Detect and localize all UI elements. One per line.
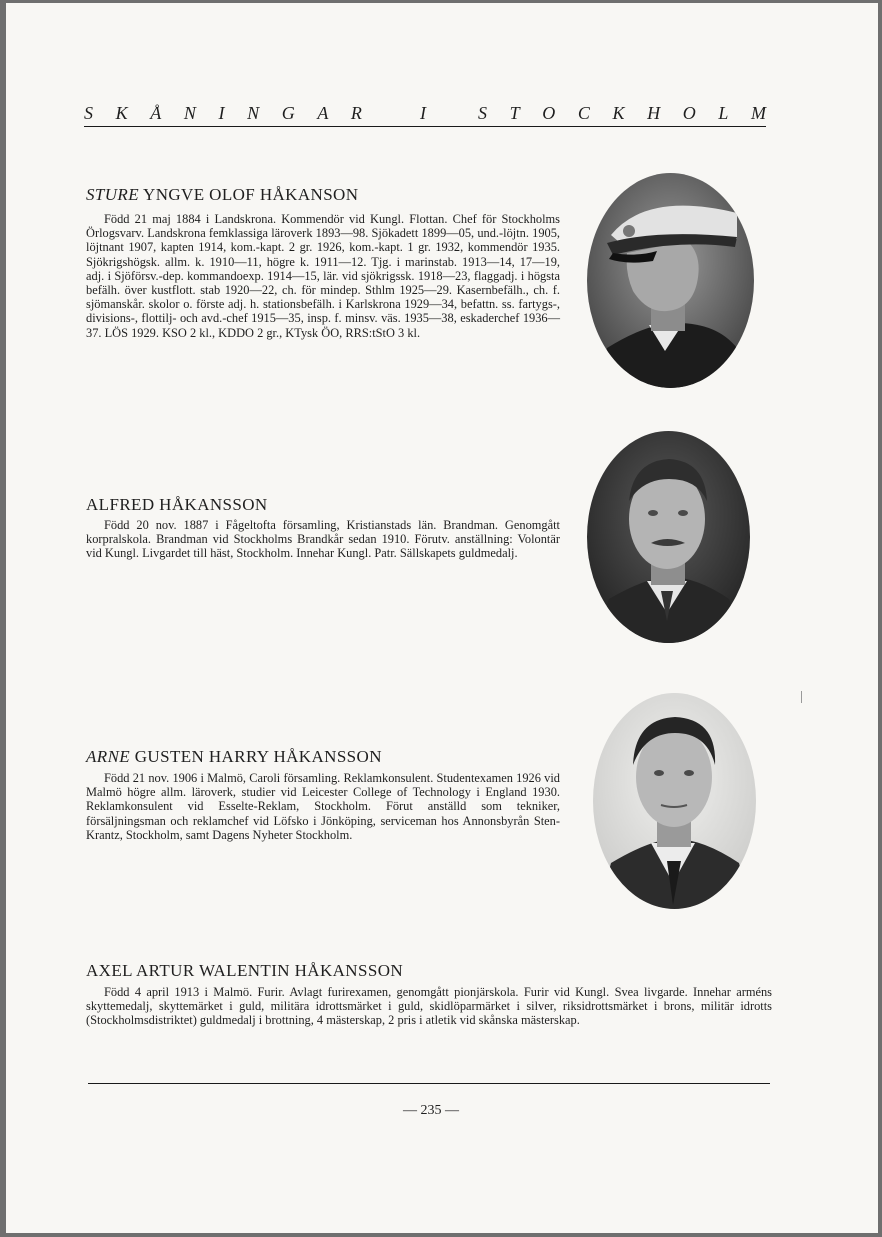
book-page <box>6 3 878 1233</box>
entry-name-2-rest: ALFRED HÅKANSSON <box>86 495 268 514</box>
edge-mark <box>801 691 802 703</box>
running-head-letter: S <box>478 103 487 123</box>
page-number: — 235 — <box>403 1103 459 1118</box>
entry-name-1-rest: YNGVE OLOF HÅKANSON <box>143 185 359 204</box>
running-head <box>84 102 766 127</box>
running-head-word-2 <box>418 102 428 124</box>
portrait-1-photo <box>587 173 754 388</box>
running-head-letter: R <box>350 103 362 123</box>
running-head-word-1 <box>84 102 362 124</box>
entry-bio-3: Född 21 nov. 1906 i Malmö, Caroli församling. Reklamkonsulent. Studentexamen 1926 vid Malmö högre allm. läroverk, studier vid Leicester College of Technology i England 1930. Reklamkonsulent vid Esselte-Reklam, Stockholm. Förut anställd som tekniker, försäljningsman och reklamchef vid Löfsko i Jönköping, serviceman hos Annonsbyrån Sten-Krantz, Stockholm, samt Dagens Nyheter Stockholm. <box>86 771 560 842</box>
running-head-letter: A <box>317 103 329 123</box>
entry-name-2 <box>86 495 268 515</box>
running-head-letter: K <box>612 103 625 123</box>
running-head-word-3 <box>478 102 766 124</box>
entry-bio-1: Född 21 maj 1884 i Landskrona. Kommendör vid Kungl. Flottan. Chef för Stockholms Örlogsvarv. Landskrona femklassiga läroverk 1893—98. Sjökadett 1899—05, und.-löjtn. 1905, löjtnant 1907, kapten 1914, kom.-kapt. 2 gr. 1926, kom.-kapt. 1 gr. 1932, kommendör 1935. Sjökrigshögsk. allm. k. 1910—11, högre k. 1911—12. Tjg. i marinstab. 1913—14, 17—19, adj. i Sjöförsv.-dep. kommandoexp. 1914—15, lär. vid sjökrigssk. 1918—23, flaggadj. i högsta befälh. över kustflott. stab 1920—22, ch. för mindep. Sthlm 1925—29. Kasernbefälh., ch. f. sjömanskår. skolor o. förste adj. h. stationsbefälh. i Karlskrona 1929—34, befattn. ss. fartygs-, divisions-, flottilj- och avd.-chef 1915—35, insp. f. minsv. väs. 1935—38, eskaderchef 1936—37. LÖS 1929. KSO 2 kl., KDDO 2 gr., KTysk ÖO, RRS:tStO 3 kl. <box>86 212 560 340</box>
entry-name-3-given: ARNE <box>86 747 131 766</box>
running-head-letter: H <box>647 103 661 123</box>
running-head-letter: N <box>183 103 196 123</box>
entry-name-4-rest: AXEL ARTUR WALENTIN HÅKANSSON <box>86 961 404 980</box>
running-head-letter: I <box>218 103 225 123</box>
running-head-letter: T <box>509 103 520 123</box>
running-head-letter: G <box>281 103 295 123</box>
portrait-2-photo <box>587 431 750 643</box>
running-head-letter: Å <box>150 103 162 123</box>
running-head-letter: K <box>115 103 128 123</box>
running-head-letter: C <box>577 103 590 123</box>
running-head-letter: S <box>84 103 93 123</box>
bottom-rule <box>88 1083 770 1084</box>
entry-name-4 <box>86 961 403 981</box>
entry-name-3-rest: GUSTEN HARRY HÅKANSSON <box>134 747 382 766</box>
running-head-letter: L <box>718 103 729 123</box>
entry-bio-2: Född 20 nov. 1887 i Fågeltofta församling, Kristianstads län. Brandman. Genomgått korpralskola. Brandman vid Stockholms Brandkår sedan 1910. Förutv. anställning: Volontär vid Kungl. Livgardet till häst, Stockholm. Innehar Kungl. Patr. Sällskapets guldmedalj. <box>86 518 560 561</box>
running-head-letter: O <box>682 103 696 123</box>
running-head-letter: N <box>247 103 260 123</box>
entry-name-3 <box>86 747 382 767</box>
running-head-letter: M <box>750 103 766 123</box>
running-head-letter: I <box>420 103 426 123</box>
entry-name-1-given: STURE <box>86 185 139 204</box>
entry-name-1 <box>86 185 358 205</box>
entry-bio-4: Född 4 april 1913 i Malmö. Furir. Avlagt furirexamen, genomgått pionjärskola. Furir vid Kungl. Svea livgarde. Innehar arméns skyttemedalj, skyttemärket i guld, militära idrottsmärket i guld, skidlöparmärket i silver, riksidrottsmärket i brons, militär idrotts (Stockholmsdistriktet) guldmedalj i brottning, 4 mästerskap, 2 pris i atletik vid skånska mästerskap. <box>86 985 772 1028</box>
portrait-3-photo <box>593 693 756 909</box>
running-head-letter: O <box>542 103 556 123</box>
